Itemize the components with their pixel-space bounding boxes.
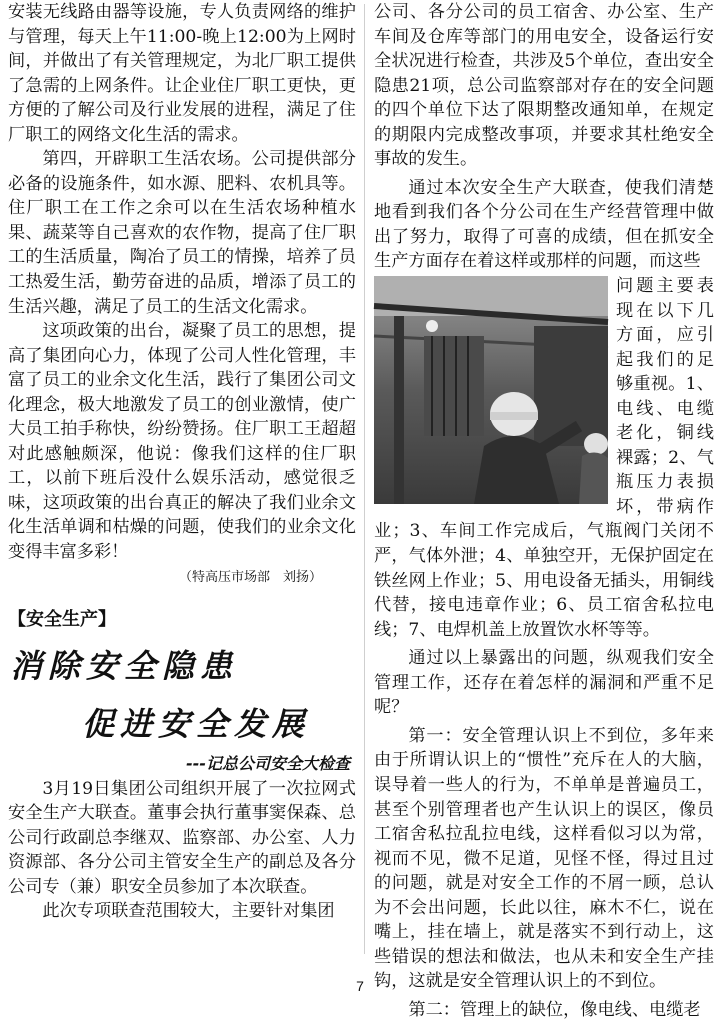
right-paragraph-2-body: 问题主要表现在以下几方面，应引起我们的足够重视。1、电线、电缆老化，铜线裸露；2、气瓶压力表损坏，带病作业；3、车间工作完成后，气瓶阀门关闭不严，气体外泄；4、单独空开，无保护固定在铁丝网上作业；5、用电设备无插头，用铜线代替，接电违章作业；6、员工宿舍私拉电线；7、电焊机盖上放置饮水杯等等。 xyxy=(374,276,714,640)
section-tag: 【安全生产】 xyxy=(8,608,116,630)
right-paragraph-3: 通过以上暴露出的问题，纵观我们安全管理工作，还存在着怎样的漏洞和严重不足呢？ xyxy=(374,648,714,718)
left-paragraph-1: 安装无线路由器等设施，专人负责网络的维护与管理，每天上午11:00-晚上12:00为上网时间，并做出了有关管理规定，为北厂职工提供了急需的上网条件。让企业住厂职工更快，更方便的了解公司及行业发展的进程，满足了住厂职工的网络文化生活的需求。 xyxy=(8,2,356,145)
right-column xyxy=(374,0,714,1020)
right-paragraph-4: 第一：安全管理认识上不到位，多年来由于所谓认识上的“惯性”充斥在人的大脑，误导着一些人的行为，不单单是普遍员工，甚至个别管理者也产生认识上的误区，像员工宿舍私拉乱拉电线，这样看似习以为常，视而不见，微不足道，见怪不怪，得过且过的问题，就是对安全工作的不屑一顾，总认为不会出问题，长此以往，麻木不仁，说在嘴上，挂在墙上，就是落实不到行动上，这些错误的想法和做法，也从未和安全生产挂钩，这就是安全管理认识上的不到位。 xyxy=(374,725,714,992)
left-paragraph-3: 这项政策的出台，凝聚了员工的思想，提高了集团向心力，体现了公司人性化管理，丰富了员工的业余文化生活，践行了集团公司文化理念，极大地激发了员工的创业激情，使广大员工拍手称快，纷纷赞扬。住厂职工王超超对此感触颇深，他说：像我们这样的住厂职工，以前下班后没什么娱乐活动，感觉很乏味，这项政策的出台真正的解决了我们业余文化生活单调和枯燥的问题，使我们的业余文化变得丰富多彩！ xyxy=(8,321,356,563)
article-signature: （特高压市场部 刘扬） xyxy=(178,569,322,585)
left-paragraph-2: 第四，开辟职工生活农场。公司提供部分必备的设施条件，如水源、肥料、农机具等。住厂职工在工作之余可以在生活农场种植水果、蔬菜等自己喜欢的农作物，提高了住厂职工的生活质量，陶冶了员工的情操，培养了员工热爱生活，勤劳奋进的品质，增添了员工的生活兴趣，满足了员工的生活文化需求。 xyxy=(8,149,356,317)
right-paragraph-5: 第二：管理上的缺位，像电线、电缆老 xyxy=(408,999,701,1020)
inspection-photo-illustration xyxy=(374,276,608,504)
headline-line-2: 促进安全发展 xyxy=(82,704,311,743)
headline-line-1: 消除安全隐患 xyxy=(10,646,239,685)
column-divider xyxy=(364,4,365,954)
right-paragraph-1: 公司、各分公司的员工宿舍、办公室、生产车间及仓库等部门的用电安全，设备运行安全状况进行检查，共涉及5个单位，查出安全隐患21项，总公司监察部对存在的安全问题的四个单位下达了限期整改通知单，在规定的期限内完成整改事项，并要求其杜绝安全事故的发生。 xyxy=(374,2,714,170)
inspection-photo xyxy=(374,276,608,504)
left-paragraph-4: 3月19日集团公司组织开展了一次拉网式安全生产大联查。董事会执行董事窦保森、总公司行政副总李继双、监察部、办公室、人力资源部、各分公司主管安全生产的副总及各分公司专（兼）职安全员参加了本次联查。 xyxy=(8,778,356,897)
left-column xyxy=(8,0,356,955)
right-paragraph-2-intro xyxy=(374,176,714,274)
page-number: 7 xyxy=(356,978,364,994)
right-paragraph-2-head: 通过本次安全生产大联查，使我们清楚地看到我们各个分公司在生产经营管理中做出了努力，取得了可喜的成绩，但在抓安全生产方面存在着这样或那样的问题，而这些 xyxy=(374,177,714,272)
subheadline: ---记总公司安全大检查 xyxy=(186,753,350,773)
left-paragraph-5: 此次专项联查范围较大，主要针对集团 xyxy=(42,901,335,922)
